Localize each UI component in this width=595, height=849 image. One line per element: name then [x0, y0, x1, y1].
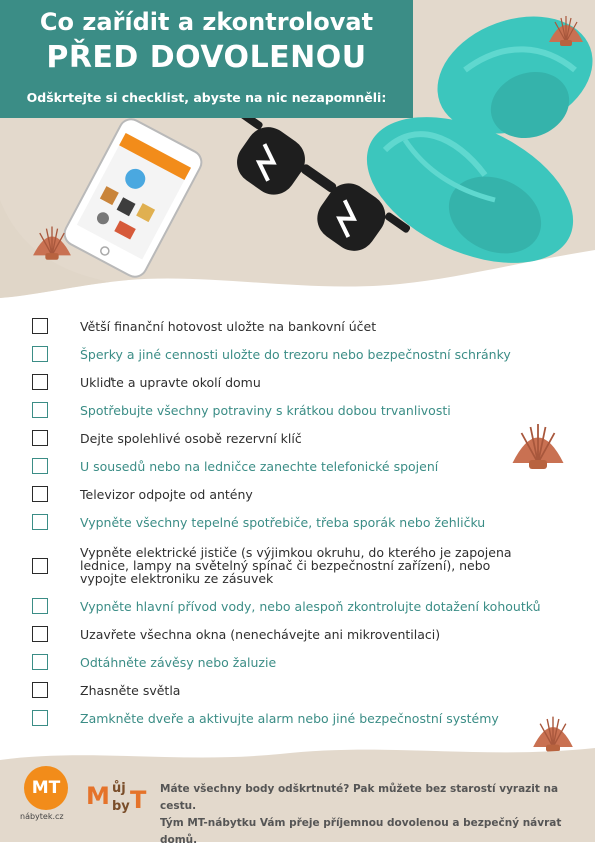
checkbox[interactable]	[32, 486, 48, 502]
svg-text:T: T	[130, 786, 147, 814]
checklist-item-label: Uzavřete všechna okna (nenechávejte ani mikroventilaci)	[80, 626, 441, 642]
svg-text:by: by	[112, 799, 130, 814]
svg-text:ůj: ůj	[112, 781, 126, 796]
checklist-item-label: Ukliďte a upravte okolí domu	[80, 374, 261, 390]
checklist-item-label: Vypněte hlavní přívod vody, nebo alespoň zkontrolujte dotažení kohoutků	[80, 598, 541, 614]
checklist-item-label: Vypněte všechny tepelné spotřebiče, třeba sporák nebo žehličku	[80, 514, 486, 530]
checkbox[interactable]	[32, 626, 48, 642]
checkbox[interactable]	[32, 430, 48, 446]
checklist-item-label: Zamkněte dveře a aktivujte alarm nebo jiné bezpečnostní systémy	[80, 710, 499, 726]
checklist-item-label: Větší finanční hotovost uložte na bankovní účet	[80, 318, 377, 334]
checkbox[interactable]	[32, 710, 48, 726]
mujbyt-logo	[86, 778, 150, 814]
checkbox[interactable]	[32, 318, 48, 334]
seashell-icon	[545, 12, 587, 48]
checklist-item[interactable]	[32, 598, 572, 614]
checklist-item[interactable]	[32, 318, 572, 334]
checklist-item[interactable]	[32, 682, 572, 698]
checklist-item-label: Zhasněte světla	[80, 682, 181, 698]
mt-logo-text: MT	[31, 778, 61, 798]
footer-line-2: Tým MT-nábytku Vám přeje příjemnou dovolenou a bezpečný návrat domů.	[160, 817, 562, 846]
svg-text:M: M	[86, 782, 110, 810]
checkbox[interactable]	[32, 458, 48, 474]
checkbox[interactable]	[32, 374, 48, 390]
checklist-item[interactable]	[32, 346, 572, 362]
checklist-item[interactable]	[32, 626, 572, 642]
page-title-line1: Co zařídit a zkontrolovat	[39, 8, 374, 36]
checklist-item-label: Televizor odpojte od antény	[80, 486, 253, 502]
checklist-item-label: Dejte spolehlivé osobě rezervní klíč	[80, 430, 302, 446]
checkbox[interactable]	[32, 558, 48, 574]
phone-illustration	[58, 118, 208, 278]
footer-message	[160, 781, 580, 849]
checklist-item[interactable]	[32, 486, 572, 502]
checklist-item[interactable]	[32, 654, 572, 670]
checklist-item[interactable]	[32, 402, 572, 418]
mt-logo-caption: nábytek.cz	[20, 812, 64, 821]
checkbox[interactable]	[32, 346, 48, 362]
checklist-item[interactable]	[32, 514, 572, 530]
page-subtitle: Odškrtejte si checklist, abyste na nic nezapomněli:	[26, 90, 387, 105]
checkbox[interactable]	[32, 402, 48, 418]
checklist-item[interactable]	[32, 710, 572, 726]
mt-logo	[24, 766, 68, 810]
checklist-item-label: Odtáhněte závěsy nebo žaluzie	[80, 654, 277, 670]
checklist-item[interactable]	[32, 430, 572, 446]
seashell-icon	[28, 222, 76, 262]
checklist-item-label: Vypněte elektrické jističe (s výjimkou okruhu, do kterého je zapojena lednice, lampy na světelný spínač či bezpečnostní zařízení), nebo vypojte elektroniku ze zásuvek	[80, 545, 512, 586]
checklist-item-label: U sousedů nebo na ledničce zanechte telefonické spojení	[80, 458, 439, 474]
checkbox[interactable]	[32, 654, 48, 670]
checklist-item[interactable]	[32, 546, 572, 585]
footer-line-1: Máte všechny body odškrtnuté? Pak můžete bez starostí vyrazit na cestu.	[160, 783, 559, 812]
checklist-item-label: Šperky a jiné cennosti uložte do trezoru nebo bezpečnostní schránky	[80, 346, 511, 362]
checkbox[interactable]	[32, 598, 48, 614]
checkbox[interactable]	[32, 682, 48, 698]
checklist-item[interactable]	[32, 374, 572, 390]
checklist-item-label: Spotřebujte všechny potraviny s krátkou dobou trvanlivosti	[80, 402, 451, 418]
page-title-line2: PŘED DOVOLENOU	[46, 40, 367, 75]
checklist-item[interactable]	[32, 458, 572, 474]
checkbox[interactable]	[32, 514, 48, 530]
